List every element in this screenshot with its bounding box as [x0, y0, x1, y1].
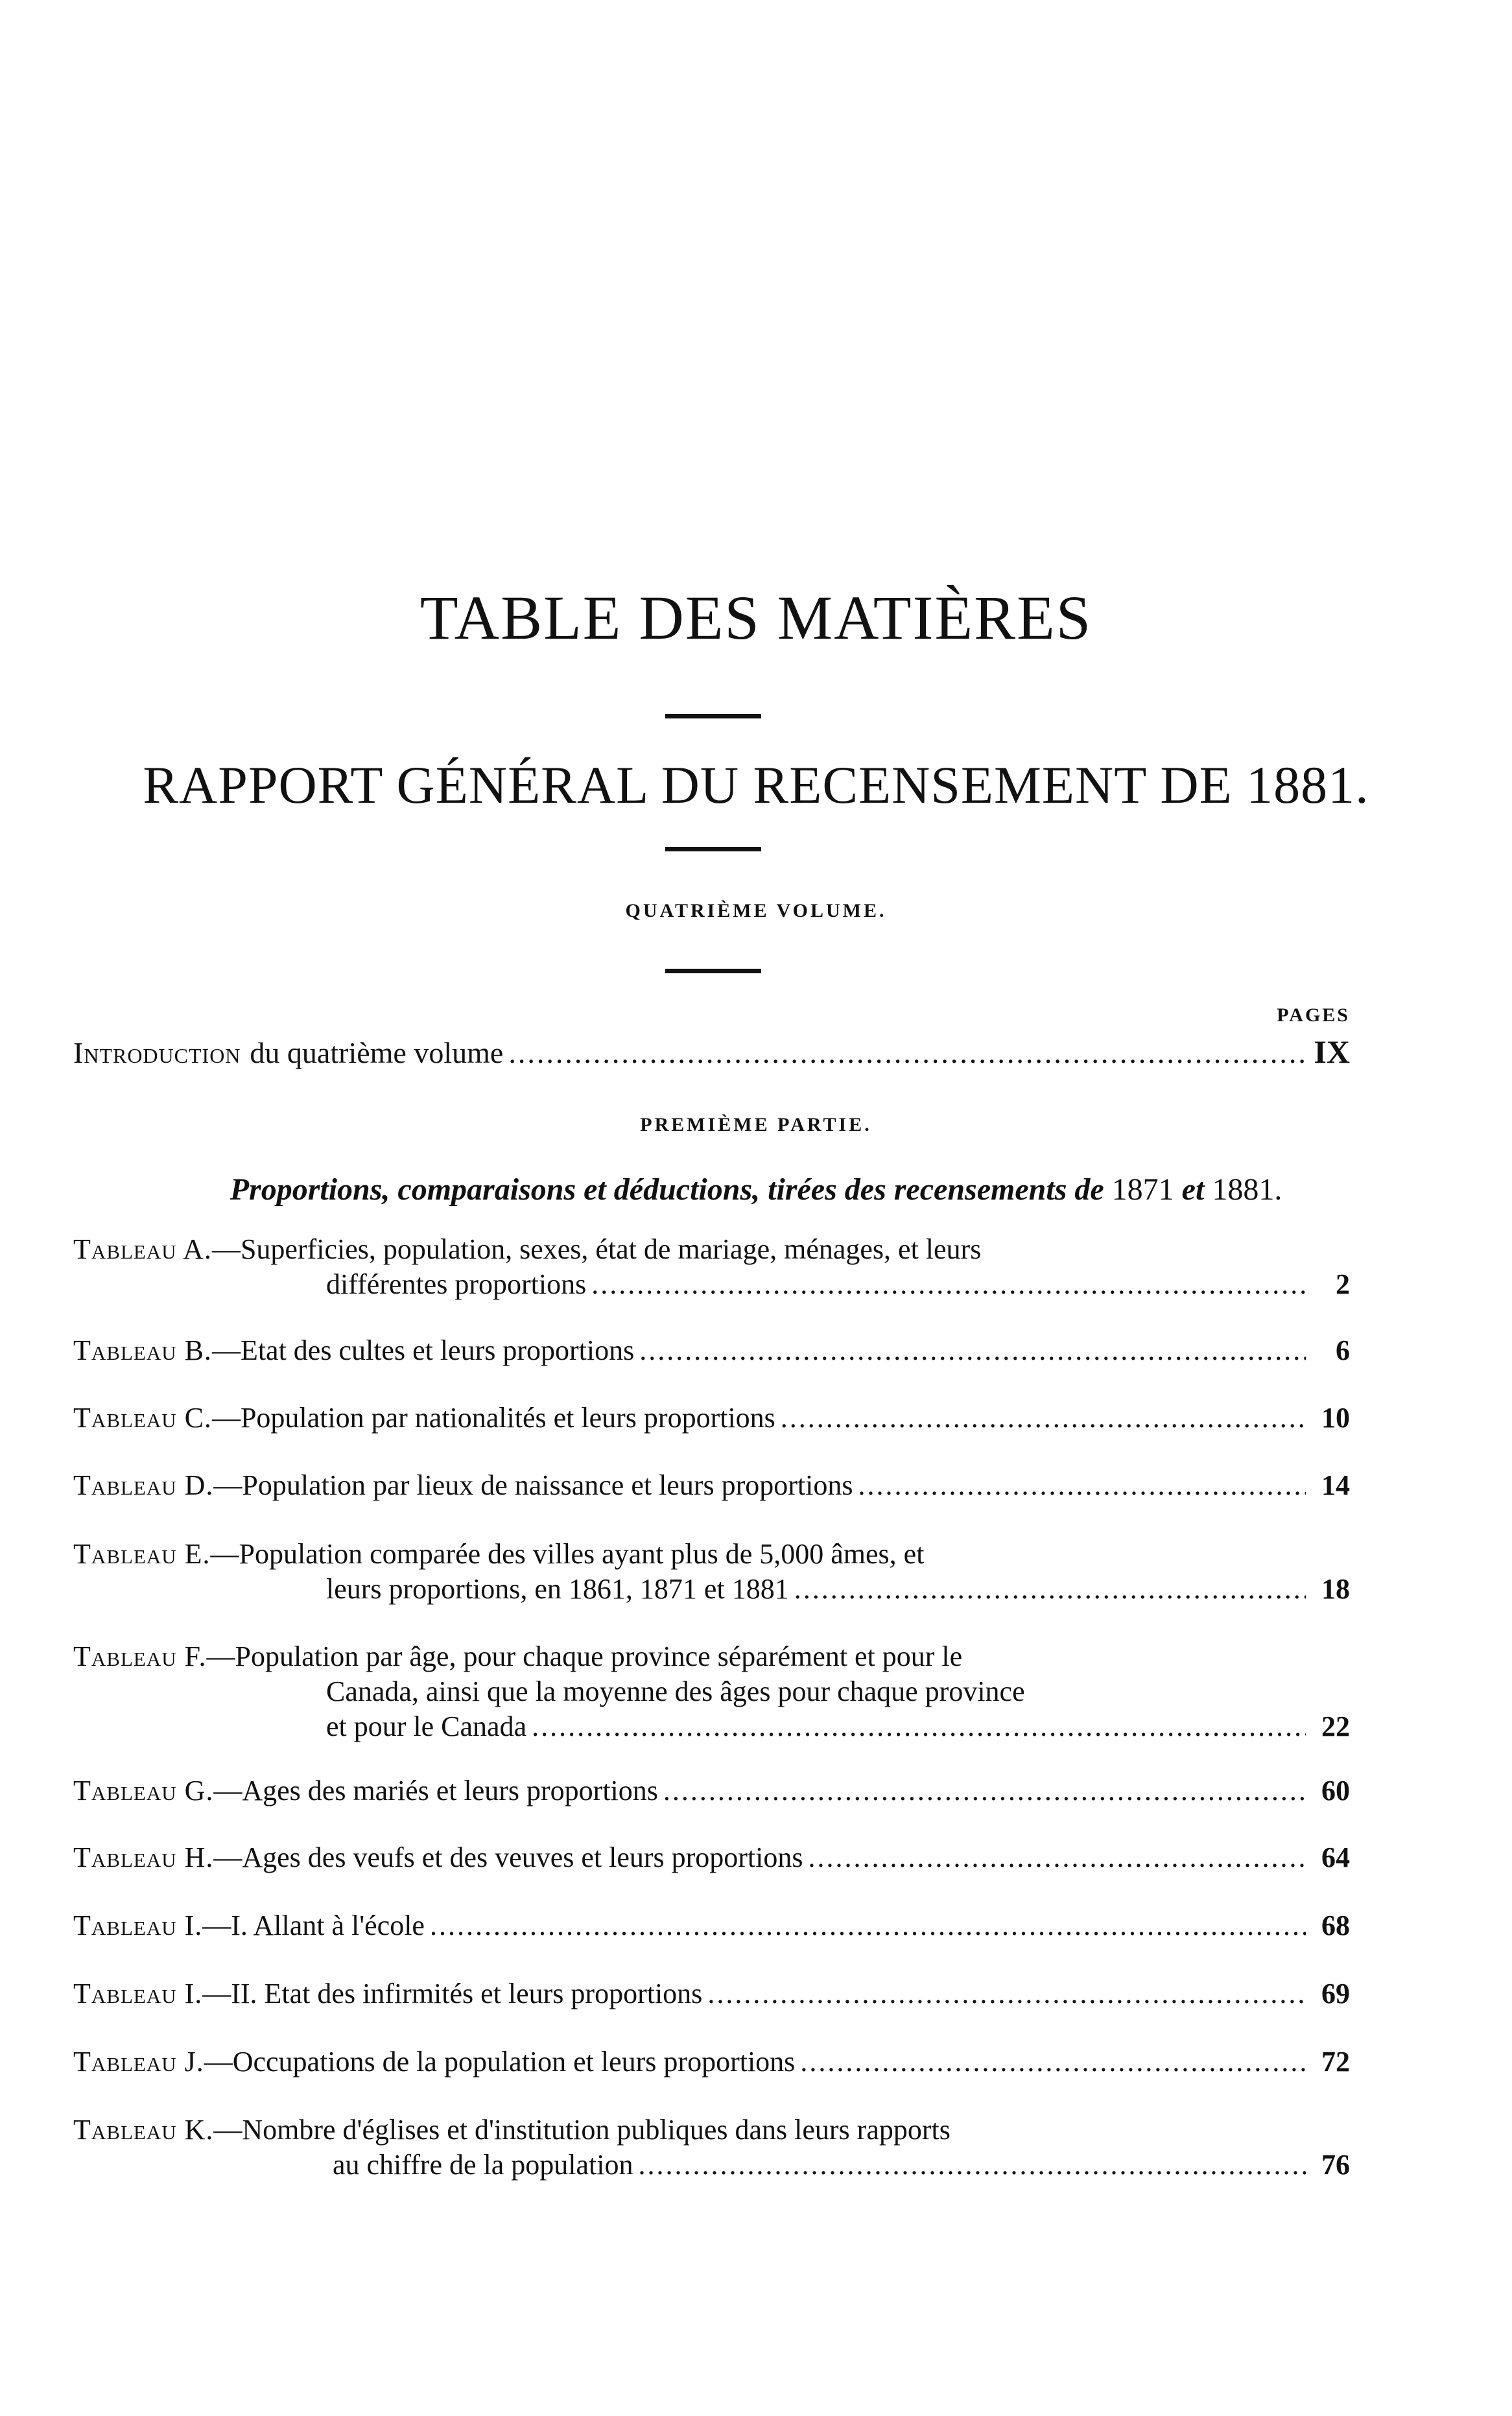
entry-lead: Tableau B. [73, 1334, 212, 1366]
entry-lead: Tableau D. [73, 1469, 214, 1501]
toc-entry [73, 1537, 1350, 1607]
entry-lead: Tableau I. [73, 1910, 203, 1941]
toc-entry [73, 1468, 1350, 1503]
dot-leader [794, 1572, 1306, 1607]
entry-lead: Tableau J. [73, 2046, 204, 2078]
volume-label: QUATRIÈME VOLUME. [625, 900, 887, 921]
part-heading-year2: 1881. [1212, 1172, 1282, 1207]
entry-page: 6 [1336, 1334, 1350, 1366]
introduction-lead: Introduction [73, 1036, 241, 1069]
entry-page: 64 [1321, 1842, 1350, 1873]
entry-page: 76 [1321, 2149, 1350, 2181]
dot-leader [663, 1773, 1306, 1808]
entry-page: 10 [1321, 1402, 1350, 1434]
entry-page: 14 [1321, 1469, 1350, 1501]
entry-page: 68 [1321, 1910, 1350, 1941]
toc-entry [73, 1639, 1350, 1744]
part-heading-text: Proportions, comparaisons et déductions, tirées des recensements de [230, 1172, 1104, 1207]
entry-text-continued: Canada, ainsi que la moyenne des âges pour chaque province [326, 1676, 1025, 1707]
entry-text-continued: au chiffre de la population [333, 2149, 633, 2181]
toc-entry [73, 1908, 1350, 1943]
entry-lead: Tableau G. [73, 1775, 214, 1806]
entry-page: 72 [1321, 2046, 1350, 2078]
entry-page: 18 [1321, 1573, 1350, 1605]
entry-text: —Population par nationalités et leurs proportions [211, 1402, 775, 1434]
toc-entry [73, 2044, 1350, 2079]
entry-text-continued: et pour le Canada [326, 1711, 527, 1742]
entry-text: —Population comparée des villes ayant plus de 5,000 âmes, et [210, 1538, 925, 1570]
part-heading-year1: 1871 [1111, 1172, 1174, 1207]
dot-leader [707, 1976, 1306, 2011]
dot-leader [638, 2148, 1306, 2183]
introduction-entry [73, 1033, 1350, 1072]
part-heading-connector: et [1181, 1172, 1205, 1207]
dot-leader [639, 1333, 1306, 1368]
report-title: RAPPORT GÉNÉRAL DU RECENSEMENT DE 1881. [143, 755, 1369, 814]
report-divider [665, 847, 761, 851]
entry-page: 69 [1321, 1978, 1350, 2009]
toc-entry [73, 1840, 1350, 1875]
page-title: TABLE DES MATIÈRES [419, 583, 1093, 652]
volume-divider [665, 969, 761, 973]
dot-leader [508, 1034, 1306, 1072]
entry-text-continued: leurs proportions, en 1861, 1871 et 1881 [326, 1573, 789, 1605]
entry-lead: Tableau I. [73, 1978, 203, 2009]
dot-leader [430, 1908, 1306, 1943]
dot-leader [858, 1468, 1306, 1503]
entry-text: —Ages des veufs et des veuves et leurs proportions [213, 1842, 803, 1873]
toc-entry [73, 1773, 1350, 1808]
entry-text: —II. Etat des infirmités et leurs proportions [202, 1978, 703, 2009]
introduction-text: du quatrième volume [250, 1036, 504, 1069]
entry-text: —Superficies, population, sexes, état de mariage, ménages, et leurs [211, 1233, 982, 1265]
entry-text: —Population par âge, pour chaque province séparément et pour le [206, 1640, 963, 1672]
entry-lead: Tableau E. [73, 1538, 211, 1570]
entry-page: 2 [1336, 1268, 1350, 1300]
toc-entry [73, 1333, 1350, 1368]
title-divider [665, 714, 761, 718]
dot-leader [809, 1840, 1306, 1875]
dot-leader [800, 2044, 1306, 2079]
entry-text: —I. Allant à l'école [202, 1910, 425, 1941]
entry-text-continued: différentes proportions [326, 1268, 587, 1300]
entry-lead: Tableau K. [73, 2114, 214, 2146]
entry-text: —Occupations de la population et leurs proportions [204, 2046, 796, 2078]
toc-entry [73, 2113, 1350, 2183]
entry-lead: Tableau F. [73, 1640, 207, 1672]
dot-leader [591, 1267, 1306, 1302]
dot-leader [781, 1401, 1306, 1436]
entry-lead: Tableau C. [73, 1402, 212, 1434]
toc-entry [73, 1232, 1350, 1302]
part-heading [0, 1174, 1512, 1205]
entry-text: —Nombre d'églises et d'institution publiques dans leurs rapports [213, 2114, 951, 2146]
entry-lead: Tableau A. [73, 1233, 212, 1265]
introduction-page: IX [1314, 1034, 1350, 1070]
entry-text: —Ages des mariés et leurs proportions [213, 1775, 658, 1806]
entry-lead: Tableau H. [73, 1842, 214, 1873]
entry-page: 22 [1321, 1711, 1350, 1742]
toc-entry [73, 1401, 1350, 1436]
pages-column-header: PAGES [1277, 1004, 1350, 1026]
toc-entry [73, 1976, 1350, 2011]
entry-text: —Etat des cultes et leurs proportions [211, 1334, 635, 1366]
dot-leader [532, 1709, 1306, 1744]
part-label: PREMIÈME PARTIE. [640, 1114, 872, 1135]
entry-text: —Population par lieux de naissance et leurs proportions [213, 1469, 853, 1501]
entry-page: 60 [1321, 1775, 1350, 1806]
